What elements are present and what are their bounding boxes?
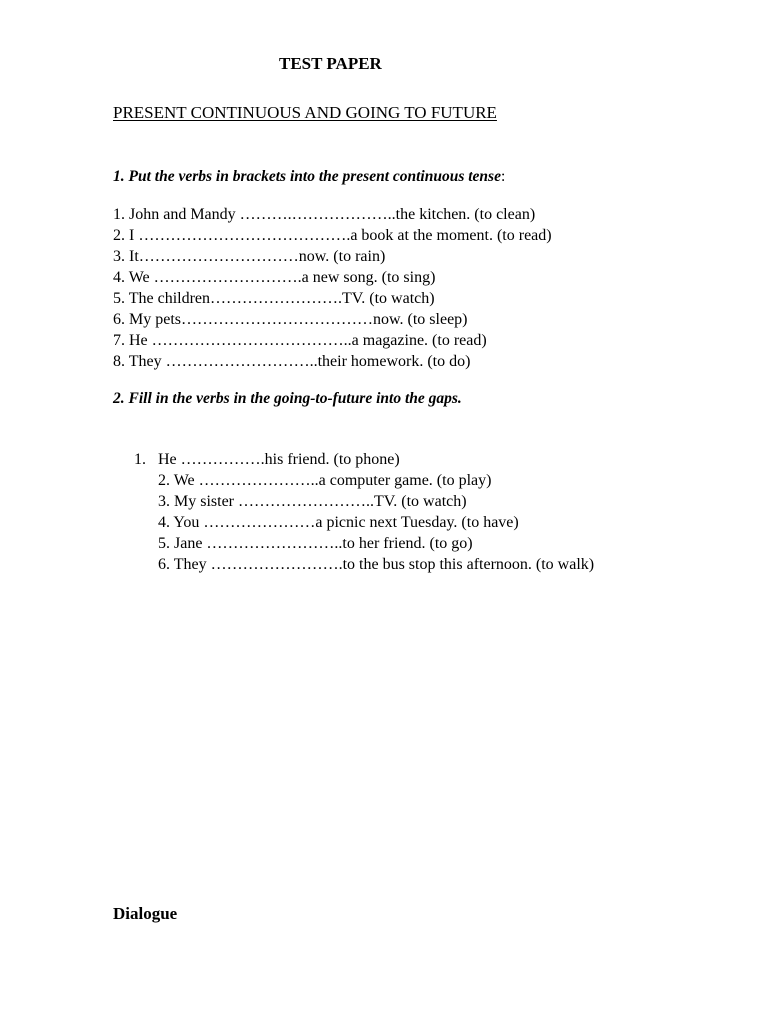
exercise-2-item: 3. My sister ……………………..TV. (to watch) xyxy=(158,493,467,510)
exercise-1-item: 1. John and Mandy ……….………………..the kitchen. (to clean) xyxy=(113,206,536,223)
exercise-1-item: 3. It…………………………now. (to rain) xyxy=(113,248,386,265)
exercise-1-item: 4. We ……………………….a new song. (to sing) xyxy=(113,269,436,286)
exercise-1-item: 2. I ………………………………….a book at the moment. (to read) xyxy=(113,227,552,244)
dialogue-heading: Dialogue xyxy=(113,904,178,923)
page-subtitle: PRESENT CONTINUOUS AND GOING TO FUTURE xyxy=(113,103,497,122)
exercise-2-item xyxy=(0,449,768,470)
exercise-2-item-text: He …………….his friend. (to phone) xyxy=(158,451,400,468)
exercise-2-item: 6. They …………………….to the bus stop this afternoon. (to walk) xyxy=(158,556,595,573)
exercise-1-item: 6. My pets………………………………now. (to sleep) xyxy=(113,311,468,328)
exercise-2-item: 5. Jane ……………………..to her friend. (to go) xyxy=(158,535,473,552)
exercise-1-item: 8. They ………………………..their homework. (to do) xyxy=(113,353,471,370)
exercise-2-item: 4. You …………………a picnic next Tuesday. (to have) xyxy=(158,514,519,531)
page-title: TEST PAPER xyxy=(279,54,382,73)
exercise-1-instruction-colon: : xyxy=(500,168,506,185)
exercise-1-instruction xyxy=(113,167,505,187)
exercise-2-item: 2. We …………………..a computer game. (to play) xyxy=(158,472,492,489)
exercise-1-item: 5. The children…………………….TV. (to watch) xyxy=(113,290,435,307)
exercise-2-list xyxy=(0,449,768,575)
exercise-1-instruction-text: 1. Put the verbs in brackets into the present continuous tense xyxy=(113,168,501,185)
exercise-1-item: 7. He ………………………………..a magazine. (to read) xyxy=(113,332,487,349)
exercise-2-item-number: 1. xyxy=(134,451,146,468)
exercise-1-list xyxy=(113,204,552,372)
exercise-2-instruction: 2. Fill in the verbs in the going-to-future into the gaps. xyxy=(113,390,462,407)
